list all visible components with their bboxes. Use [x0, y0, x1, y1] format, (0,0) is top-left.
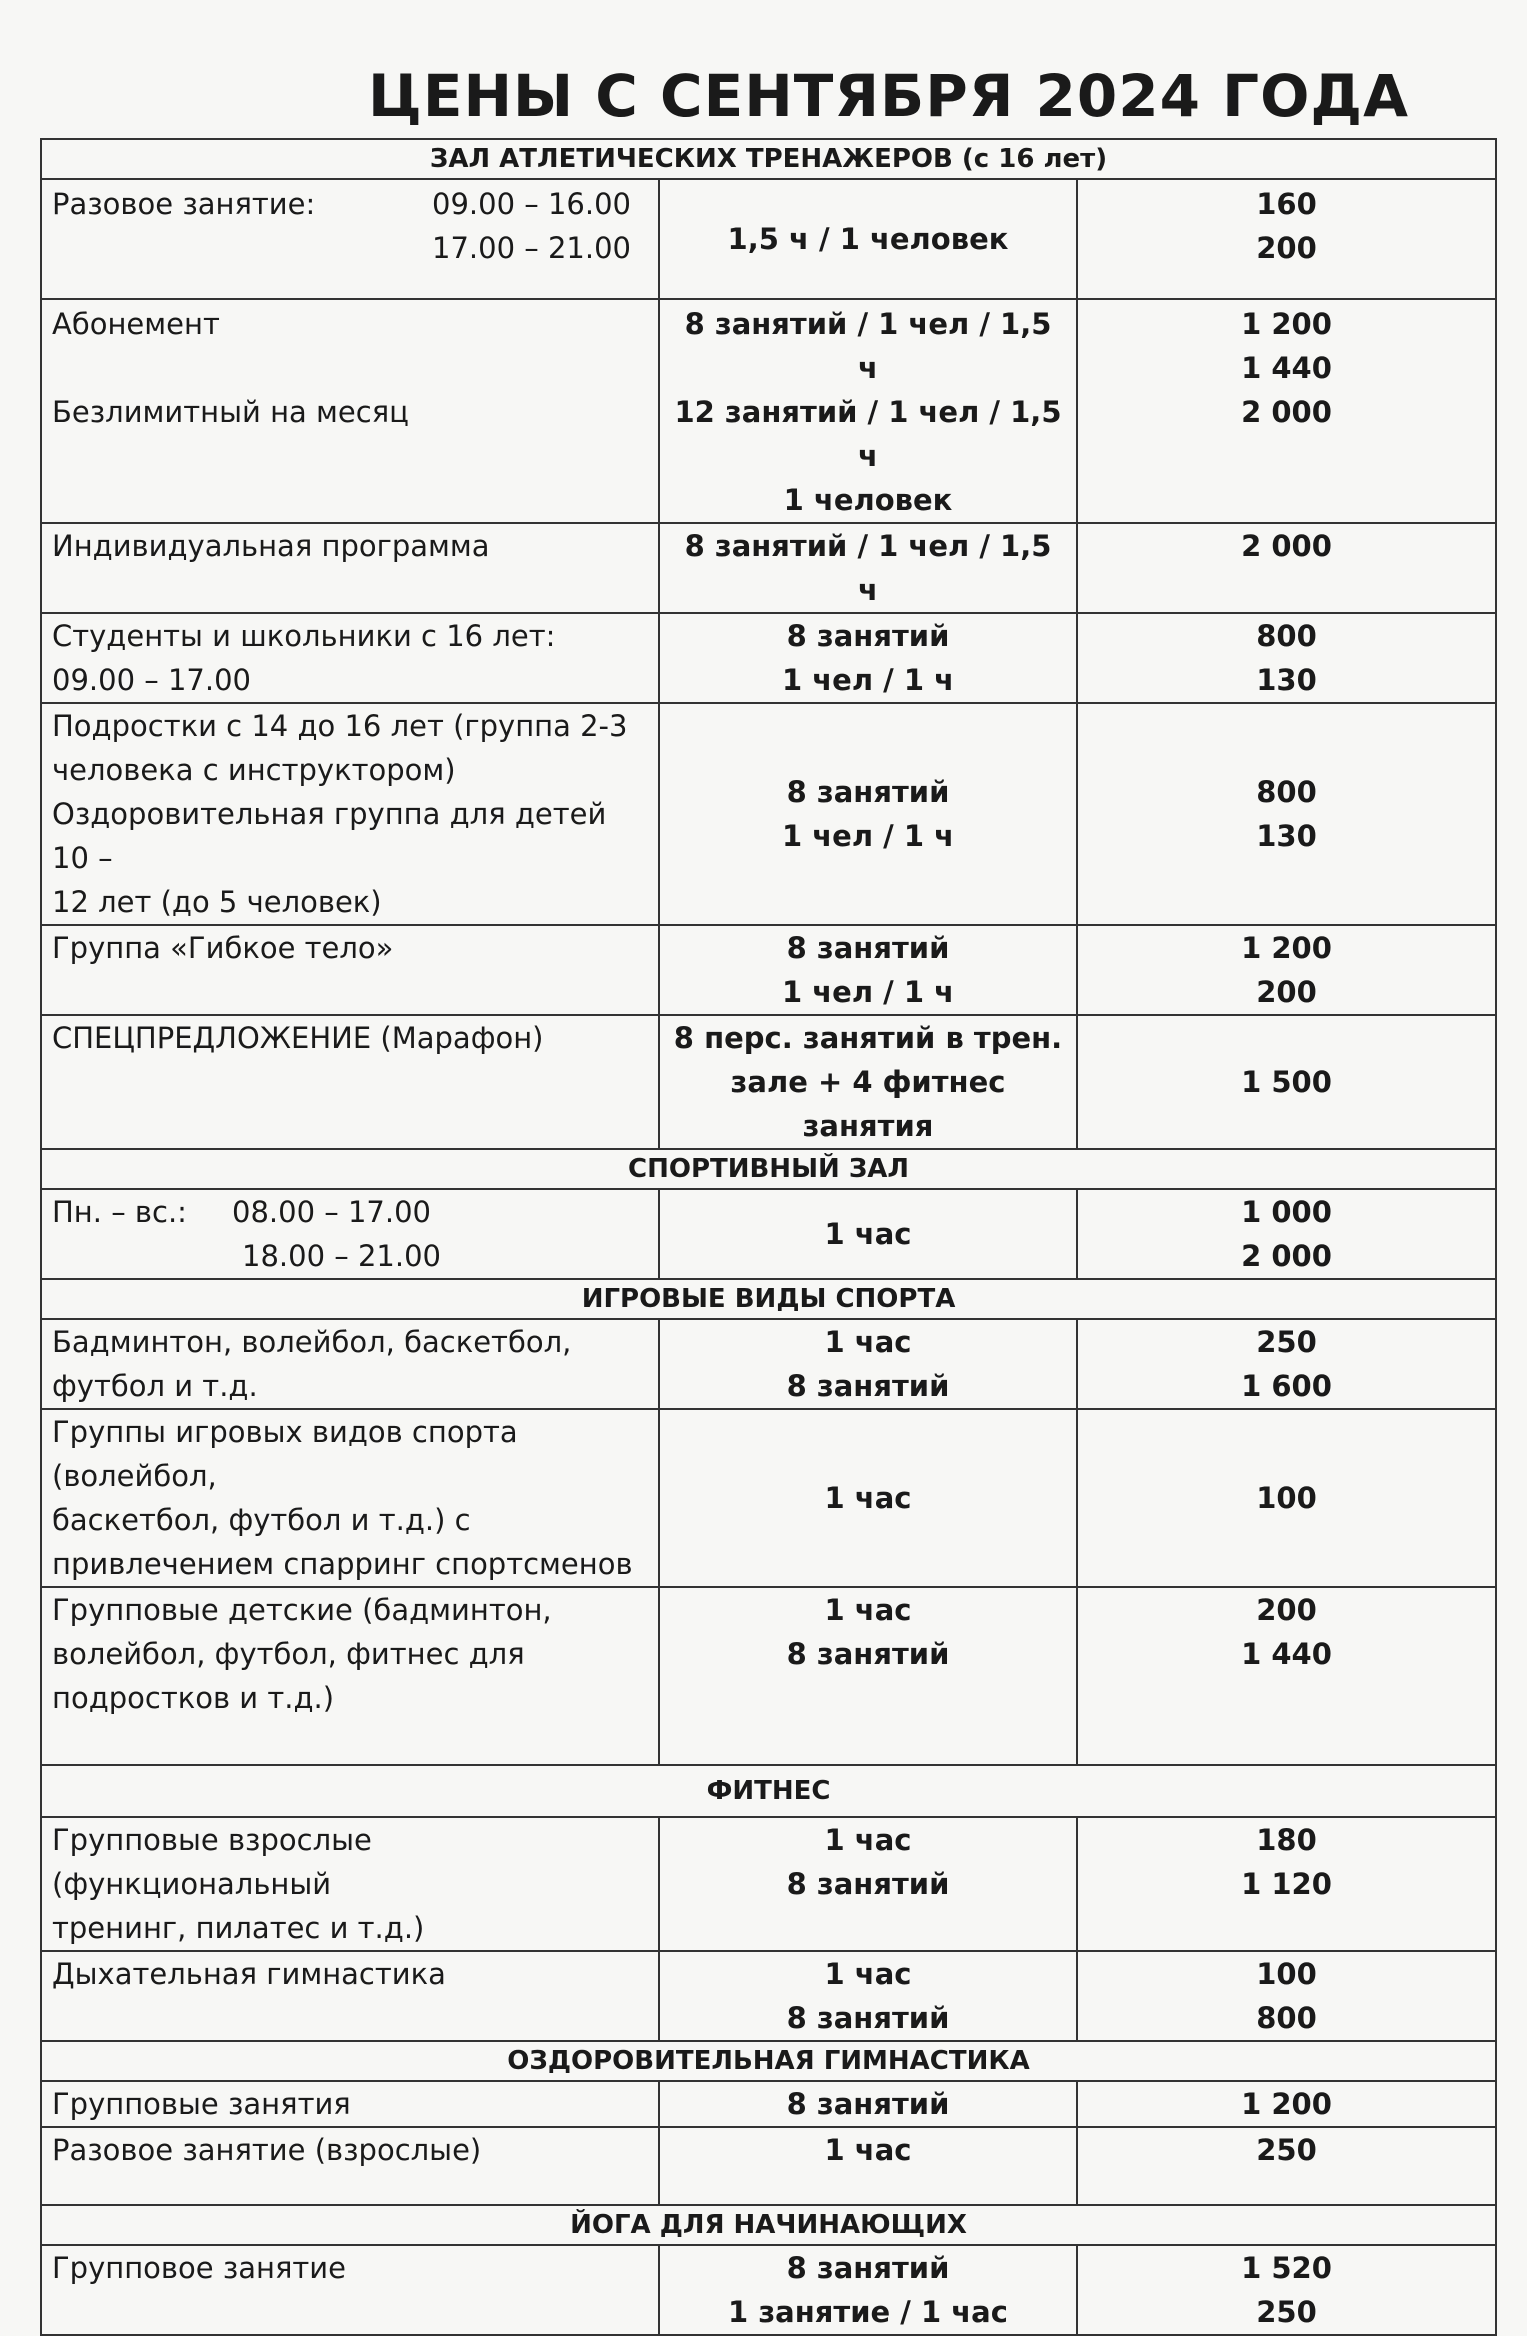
table-row	[41, 1817, 1496, 1951]
row-format: 1 час	[659, 2127, 1077, 2205]
price: 1 200	[1241, 307, 1332, 341]
table-row	[41, 299, 1496, 523]
row-label: человека с инструктором)	[52, 753, 456, 787]
row-label: Индивидуальная программа	[41, 523, 659, 613]
section-title: ФИТНЕС	[41, 1765, 1496, 1817]
row-format: 8 занятий	[659, 2081, 1077, 2127]
row-format: 12 занятий / 1 чел / 1,5 ч	[674, 395, 1062, 473]
row-format: 1 человек	[783, 483, 953, 517]
table-row	[41, 2081, 1496, 2127]
row-format: 8 занятий	[786, 775, 950, 809]
row-label: Группа «Гибкое тело»	[41, 925, 659, 1015]
row-label: Абонемент	[52, 307, 220, 341]
time-range: 18.00 – 21.00	[242, 1239, 441, 1273]
section-title: ЗАЛ АТЛЕТИЧЕСКИХ ТРЕНАЖЕРОВ (с 16 лет)	[41, 139, 1496, 179]
price: 1 520	[1241, 2251, 1332, 2285]
price: 100	[1077, 1409, 1496, 1587]
table-row	[41, 1409, 1496, 1587]
row-format: 8 занятий	[786, 1369, 950, 1403]
row-label: подростков и т.д.)	[52, 1681, 335, 1715]
row-format: 8 занятий	[786, 1867, 950, 1901]
row-label: баскетбол, футбол и т.д.) с	[52, 1503, 471, 1537]
time-range: 08.00 – 17.00	[232, 1195, 431, 1229]
price: 250	[1256, 2295, 1317, 2329]
row-format: 1 час	[824, 1823, 912, 1857]
row-label: 09.00 – 17.00	[52, 663, 251, 697]
row-format: 8 занятий	[786, 931, 950, 965]
row-label: Студенты и школьники с 16 лет:	[52, 619, 556, 653]
table-row	[41, 613, 1496, 703]
row-label: Групповые взрослые (функциональный	[52, 1823, 372, 1901]
section-gym	[41, 139, 1496, 179]
row-format: 1 чел / 1 ч	[781, 819, 955, 853]
price: 180	[1256, 1823, 1317, 1857]
price: 2 000	[1241, 1239, 1332, 1273]
row-format: зале + 4 фитнес занятия	[730, 1065, 1006, 1143]
section-fitness	[41, 1765, 1496, 1817]
row-label: Разовое занятие:	[52, 187, 316, 221]
price-table	[40, 138, 1497, 2336]
price: 130	[1256, 663, 1317, 697]
row-format: 8 занятий / 1 чел / 1,5 ч	[684, 307, 1052, 385]
price: 160	[1256, 187, 1317, 221]
row-label: Групповые занятия	[41, 2081, 659, 2127]
page-title: ЦЕНЫ С СЕНТЯБРЯ 2024 ГОДА	[368, 62, 1409, 130]
price: 1 200	[1077, 2081, 1496, 2127]
price: 2 000	[1241, 395, 1332, 429]
time-range: 09.00 – 16.00	[432, 187, 631, 221]
price: 200	[1256, 1593, 1317, 1627]
price: 1 000	[1241, 1195, 1332, 1229]
row-format: 1 час	[659, 1409, 1077, 1587]
time-range: 17.00 – 21.00	[432, 231, 631, 265]
price: 800	[1256, 775, 1317, 809]
price: 800	[1256, 619, 1317, 653]
price: 800	[1256, 2001, 1317, 2035]
table-row	[41, 1189, 1496, 1279]
price: 1 600	[1241, 1369, 1332, 1403]
section-title: СПОРТИВНЫЙ ЗАЛ	[41, 1149, 1496, 1189]
row-label: Подростки с 14 до 16 лет (группа 2-3	[52, 709, 628, 743]
table-row	[41, 179, 1496, 299]
row-format: 1 чел / 1 ч	[781, 663, 955, 697]
row-label: Групповые детские (бадминтон,	[52, 1593, 552, 1627]
section-sport-hall	[41, 1149, 1496, 1189]
price: 1 500	[1077, 1015, 1496, 1149]
table-row	[41, 925, 1496, 1015]
row-label: Безлимитный на месяц	[52, 395, 409, 429]
row-label: привлечением спарринг спортсменов	[52, 1547, 633, 1581]
row-format: 8 занятий	[786, 619, 950, 653]
row-label: футбол и т.д.	[52, 1369, 258, 1403]
section-title: ИГРОВЫЕ ВИДЫ СПОРТА	[41, 1279, 1496, 1319]
table-row	[41, 1319, 1496, 1409]
row-label: Дыхательная гимнастика	[41, 1951, 659, 2041]
price: 1 120	[1241, 1867, 1332, 1901]
row-label: СПЕЦПРЕДЛОЖЕНИЕ (Марафон)	[41, 1015, 659, 1149]
row-format: 1 чел / 1 ч	[781, 975, 955, 1009]
price: 1 440	[1241, 1637, 1332, 1671]
row-label: Оздоровительная группа для детей 10 –	[52, 797, 607, 875]
section-yoga	[41, 2205, 1496, 2245]
row-format: 8 перс. занятий в трен.	[673, 1021, 1063, 1055]
row-label: 12 лет (до 5 человек)	[52, 885, 382, 919]
row-format: 1 час	[659, 1189, 1077, 1279]
row-format: 1 час	[824, 1957, 912, 1991]
row-format: 8 занятий	[786, 2251, 950, 2285]
row-label: Групповое занятие	[41, 2245, 659, 2335]
row-label: Бадминтон, волейбол, баскетбол,	[52, 1325, 572, 1359]
price: 100	[1256, 1957, 1317, 1991]
price: 200	[1256, 231, 1317, 265]
section-health	[41, 2041, 1496, 2081]
table-row	[41, 2127, 1496, 2205]
table-row	[41, 703, 1496, 925]
table-row	[41, 2245, 1496, 2335]
price: 250	[1077, 2127, 1496, 2205]
table-row	[41, 1587, 1496, 1765]
row-format: 8 занятий	[786, 2001, 950, 2035]
row-format: 8 занятий	[786, 1637, 950, 1671]
row-label: тренинг, пилатес и т.д.)	[52, 1911, 425, 1945]
row-format: 1 занятие / 1 час	[728, 2295, 1008, 2329]
price: 1 440	[1241, 351, 1332, 385]
row-label: Пн. – вс.:	[52, 1195, 187, 1229]
table-row	[41, 1951, 1496, 2041]
price: 250	[1256, 1325, 1317, 1359]
row-label: волейбол, футбол, фитнес для	[52, 1637, 525, 1671]
price: 130	[1256, 819, 1317, 853]
price: 2 000	[1077, 523, 1496, 613]
row-format: 8 занятий / 1 чел / 1,5 ч	[659, 523, 1077, 613]
section-games	[41, 1279, 1496, 1319]
price: 200	[1256, 975, 1317, 1009]
row-format: 1 час	[824, 1325, 912, 1359]
section-title: ЙОГА ДЛЯ НАЧИНАЮЩИХ	[41, 2205, 1496, 2245]
row-format: 1,5 ч / 1 человек	[659, 179, 1077, 299]
table-row	[41, 523, 1496, 613]
row-format: 1 час	[824, 1593, 912, 1627]
price: 1 200	[1241, 931, 1332, 965]
table-row	[41, 1015, 1496, 1149]
section-title: ОЗДОРОВИТЕЛЬНАЯ ГИМНАСТИКА	[41, 2041, 1496, 2081]
row-label: Группы игровых видов спорта (волейбол,	[52, 1415, 518, 1493]
row-label: Разовое занятие (взрослые)	[41, 2127, 659, 2205]
